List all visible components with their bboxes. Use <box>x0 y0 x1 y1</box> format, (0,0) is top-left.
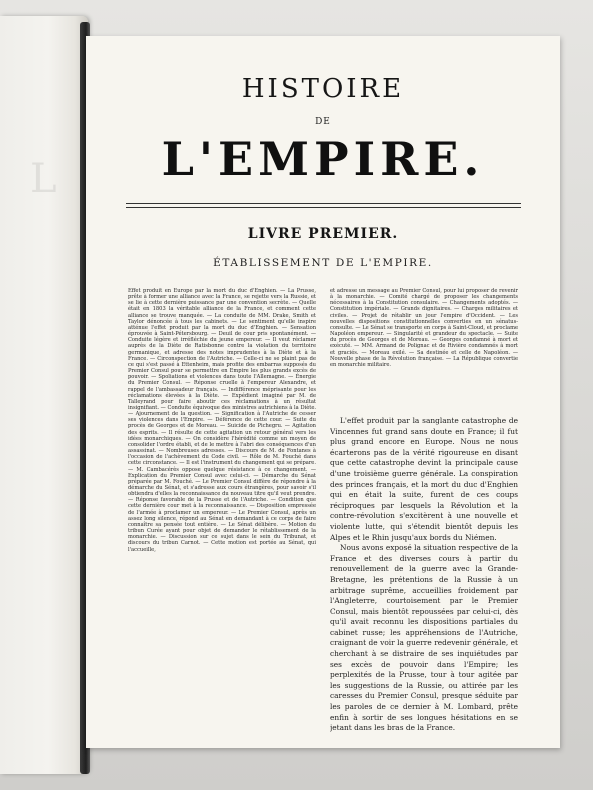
show-through-letter: L <box>30 156 59 202</box>
title-de: DE <box>315 117 331 127</box>
body-paragraph: Nous avons exposé la situation respective de la France et des diverses cours à partir du renouvellement de la guerre avec la Grande-Bretagne, les prétentions de la Russie à un arbitrage suprême, accueillies froidement par l'Angleterre, courtoisement par le Premier Consul, mais bientôt repoussées par celui-ci, dès qu'il avait reconnu les dispositions partiales du cabinet russe; les appréhensions de l'Autriche, craignant de voir la guerre redevenir générale, et cherchant à se distraire de ses inquiétudes par ses excès de pouvoir dans l'Empire; les perplexités de la Prusse, tour à tour agitée par les suggestions de la Russie, ou attirée par les caresses du Premier Consul, presque séduite par les paroles de ce dernier à M. Lombard, prête enfin à sortir de ses longues hésitations en se jetant dans les bras de la France. <box>330 543 518 733</box>
chapter-summary-right <box>330 288 518 408</box>
summary-left-text: Effet produit en Europe par la mort du duc d'Enghien. — La Prusse, prête à former une alliance avec la France, se rejette vers la Russie, et se lie à cette dernière puissance par une convention secrète. — Quelle était en 1803 la véritable alliance de la France, et comment cette alliance se trouve manquée. — La conduite de MM. Drake, Smith et Taylor dénoncée à tous les cabinets. — Le sentiment qu'elle inspire atténue l'effet produit par la mort du duc d'Enghien. — Sensation éprouvée à Saint-Pétersbourg. — Deuil de cour pris spontanément. — Conduite légère et irréfléchie du jeune empereur. — Il veut réclamer auprès de la Diète de Ratisbonne contre la violation du territoire germanique, et adresse des notes imprudentes à la Diète et à la France. — Circonspection de l'Autriche. — Celle-ci ne se plaint pas de ce qui s'est passé à Ettenheim, mais profite des embarras supposés du Premier Consul pour se permettre en Empire les plus grands excès de pouvoir. — Spoliations et violences dans toute l'Allemagne. — Énergie du Premier Consul. — Réponse cruelle à l'empereur Alexandre, et rappel de l'ambassadeur français. — Indifférence méprisante pour les réclamations élevées à la Diète. — Expédient imaginé par M. de Talleyrand pour faire aboutir ces réclamations à un résultat insignifiant. — Conduite équivoque des ministres autrichiens à la Diète. — Ajournement de la question. — Signification à l'Autriche de cesser ses violences dans l'Empire. — Déférence de cette cour. — Suite du procès de Georges et de Moreau. — Suicide de Pichegru. — Agitation des esprits. — Il résulte de cette agitation un retour général vers les idées monarchiques. — On considère l'hérédité comme un moyen de consolider l'ordre établi, et de le mettre à l'abri des conséquences d'un assassinat. — Nombreuses adresses. — Discours de M. de Fontanes à l'occasion de l'achèvement du Code civil. — Rôle de M. Fouché dans cette circonstance. — Il est l'instrument du changement qui se prépare. — M. Cambacérès oppose quelque résistance à ce changement. — Explication du Premier Consul avec celui-ci. — Démarche du Sénat préparée par M. Fouché. — Le Premier Consul diffère de répondre à la démarche du Sénat, et s'adresse aux cours étrangères, pour savoir s'il obtiendra d'elles la reconnaissance du nouveau titre qu'il veut prendre. — Réponse favorable de la Prusse et de l'Autriche. — Condition que cette dernière cour met à la reconnaissance. — Disposition empressée de l'armée à proclamer un empereur. — Le Premier Consul, après un assez long silence, répond au Sénat en demandant à ce corps de faire connaître sa pensée tout entière. — Le Sénat délibère. — Motion du tribun Curée ayant pour objet de demander le rétablissement de la monarchie. — Discussion sur ce sujet dans le sein du Tribunat, et discours du tribun Carnot. — Cette motion est portée au Sénat, qui l'accueille, <box>128 288 316 553</box>
book-heading: LIVRE PREMIER. <box>247 226 399 242</box>
left-page <box>0 16 88 774</box>
body-paragraph: L'effet produit par la sanglante catastrophe de Vincennes fut grand sans doute en France; il fut plus grand encore en Europe. Nous ne nous écarterons pas de la vérité rigoureuse en disant que cette catastrophe devint la principale cause d'une troisième guerre générale. La conspiration des princes français, et la mort du duc d'Enghien qui en était la suite, furent de ces coups réciproques par lesquels la Révolution et la contre-révolution s'excitèrent à une nouvelle et violente lutte, qui s'étendit bientôt depuis les Alpes et le Rhin jusqu'aux bords du Niémen. <box>330 416 518 542</box>
summary-right-text: et adresse un message au Premier Consul, pour lui proposer de revenir à la monarchie. — Comité chargé de proposer les changements nécessaires à la Constitution consulaire. — Changements adoptés. — Constitution impériale. — Grands dignitaires. — Charges militaires et civiles. — Projet de rétablir un jour l'empire d'Occident. — Les nouvelles dispositions constitutionnelles converties en un sénatus-consulte. — Le Sénat se transporte en corps à Saint-Cloud, et proclame Napoléon empereur. — Singularité et grandeur du spectacle. — Suite du procès de Georges et de Moreau. — Georges condamné à mort et exécuté. — MM. Armand de Polignac et de Rivière condamnés à mort et graciés. — Moreau exilé. — Sa destinée et celle de Napoléon. — Nouvelle phase de la Révolution française. — La République convertie en monarchie militaire. <box>330 288 518 368</box>
body-text <box>330 416 518 746</box>
chapter-heading: ÉTABLISSEMENT DE L'EMPIRE. <box>213 257 433 269</box>
chapter-summary-left <box>128 288 316 740</box>
title-histoire: HISTOIRE <box>241 74 405 104</box>
double-rule-divider <box>126 203 521 208</box>
right-page <box>86 36 560 748</box>
title-empire: L'EMPIRE. <box>161 132 485 186</box>
